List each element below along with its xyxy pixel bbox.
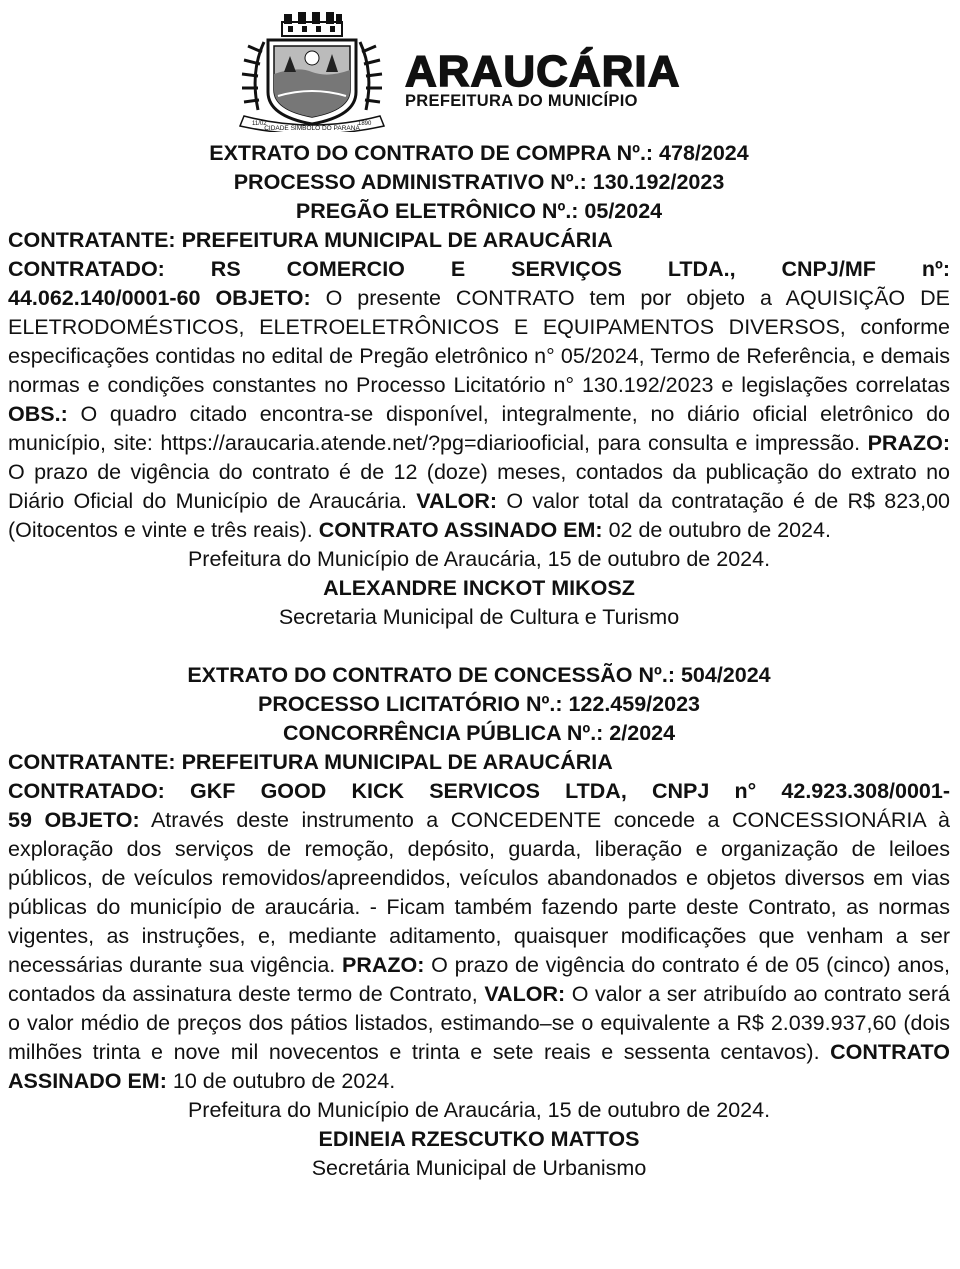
extract1-valor-text: O valor total da contratação é de R$ 823,00 (Oitocentos e vinte e três reais).: [8, 489, 951, 542]
extract2-prazo-text: O prazo de vigência do contrato é de 05 (cinco) anos, contados da assinatura deste termo de Contrato,: [8, 953, 950, 1006]
brand-subtitle: PREFEITURA DO MUNICÍPIO: [405, 92, 638, 110]
extract2-place-date: Prefeitura do Município de Araucária, 15 de outubro de 2024.: [187, 1098, 771, 1122]
extract2-concorrencia: CONCORRÊNCIA PÚBLICA Nº.: 2/2024: [282, 721, 676, 745]
extract2-valor-text: O valor a ser atribuído ao contrato será o valor médio de preços dos pátios listados, estimando–se o equivalente a R$ 2.039.937,60 (dois milhões trinta e nove mil novecentos e trinta e sete reais e sessenta centavos).: [8, 982, 950, 1064]
crest-ribbon-text: CIDADE SÍMBOLO DO PARANÁ: [264, 125, 360, 132]
extract2-objeto-text: Através deste instrumento a CONCEDENTE concede a CONCESSIONÁRIA à exploração dos serviços de remoção, depósito, guarda, liberação e organização de leiloes públicos, de veículos removidos/apreendidos, veículos abandonados e objetos diversos em vias públicas do município de araucária. - Ficam também fazendo parte deste Contrato, as normas vigentes, as instruções, e, mediante aditamento, quaisquer modificações que venham a ser necessárias durante sua vigência.: [8, 808, 951, 977]
extract1-title: EXTRATO DO CONTRATO DE COMPRA Nº.: 478/2024: [209, 141, 749, 165]
city-crest-logo: [228, 12, 396, 132]
extract2-assinado-text: 10 de outubro de 2024.: [172, 1069, 396, 1093]
extract1-signer: ALEXANDRE INCKOT MIKOSZ: [323, 576, 635, 600]
extract2-contratante: CONTRATANTE: PREFEITURA MUNICIPAL DE ARAUCÁRIA: [8, 750, 613, 774]
crest-year-right: 1890: [358, 121, 372, 127]
extract2-signer: EDINEIA RZESCUTKO MATTOS: [318, 1127, 640, 1151]
extract1-assinado-text: 02 de outubro de 2024.: [608, 518, 831, 542]
extract2-body: [8, 806, 950, 1096]
extract2-title: EXTRATO DO CONTRATO DE CONCESSÃO Nº.: 504/2024: [187, 663, 771, 687]
extract1-process: PROCESSO ADMINISTRATIVO Nº.: 130.192/2023: [233, 170, 725, 194]
extract1-body: [8, 284, 950, 545]
extract1-contratado: CONTRATADO: RS COMERCIO E SERVIÇOS LTDA., CNPJ/MF nº:: [8, 257, 950, 281]
extract1-obs-text: O quadro citado encontra-se disponível, integralmente, no diário oficial eletrônico do município, site: https://araucaria.atende.net/?pg=diariooficial, para consulta e impressão.: [8, 402, 950, 455]
extract2-prazo-label: PRAZO:: [342, 953, 425, 977]
extract2-process: PROCESSO LICITATÓRIO Nº.: 122.459/2023: [258, 692, 700, 716]
extract1-pregao: PREGÃO ELETRÔNICO Nº.: 05/2024: [295, 199, 663, 223]
extract1-assinado-label: CONTRATO ASSINADO EM:: [318, 518, 603, 542]
extract1-objeto-label: OBJETO:: [215, 286, 311, 310]
extract2-assinado-label: CONTRATO ASSINADO EM:: [8, 1040, 950, 1093]
crest-year-left: 11/02: [252, 121, 267, 127]
extract1-obs-label: OBS.:: [8, 402, 68, 426]
extract1-objeto-text: O presente CONTRATO tem por objeto a AQUISIÇÃO DE ELETRODOMÉSTICOS, ELETROELETRÔNICOS E EQUIPAMENTOS DIVERSOS, conforme especificações contidas no edital de Pregão eletrônico n° 05/2024, Termo de Referência, e demais normas e condições constantes no Processo Licitatório n° 130.192/2023 e legislações correlatas: [8, 286, 950, 397]
extract1-signer-role: Secretaria Municipal de Cultura e Turismo: [278, 605, 680, 629]
extract2-contratado: CONTRATADO: GKF GOOD KICK SERVICOS LTDA, CNPJ n° 42.923.308/0001-: [8, 779, 950, 803]
extract1-place-date: Prefeitura do Município de Araucária, 15 de outubro de 2024.: [187, 547, 771, 571]
brand-name: ARAUCÁRIA: [405, 47, 681, 96]
extract1-cnpj: 44.062.140/0001-60: [8, 286, 201, 310]
extract2-valor-label: VALOR:: [484, 982, 566, 1006]
page-header: [0, 0, 960, 140]
extract2-signer-role: Secretária Municipal de Urbanismo: [311, 1156, 647, 1180]
extract-concessao: [8, 661, 950, 1183]
extract1-valor-label: VALOR:: [416, 489, 498, 513]
extract2-cnpj-tail: 59: [8, 808, 32, 832]
document-body: [8, 139, 950, 1183]
brand-block: [405, 47, 681, 110]
extract1-contratante: CONTRATANTE: PREFEITURA MUNICIPAL DE ARAUCÁRIA: [8, 228, 613, 252]
section-gap: [8, 632, 950, 661]
extract2-objeto-label: OBJETO:: [44, 808, 140, 832]
extract1-prazo-label: PRAZO:: [867, 431, 950, 455]
extract1-prazo-text: O prazo de vigência do contrato é de 12 (doze) meses, contados da publicação do extrato no Diário Oficial do Município de Araucária.: [8, 460, 950, 513]
extract-compra: [8, 139, 950, 632]
